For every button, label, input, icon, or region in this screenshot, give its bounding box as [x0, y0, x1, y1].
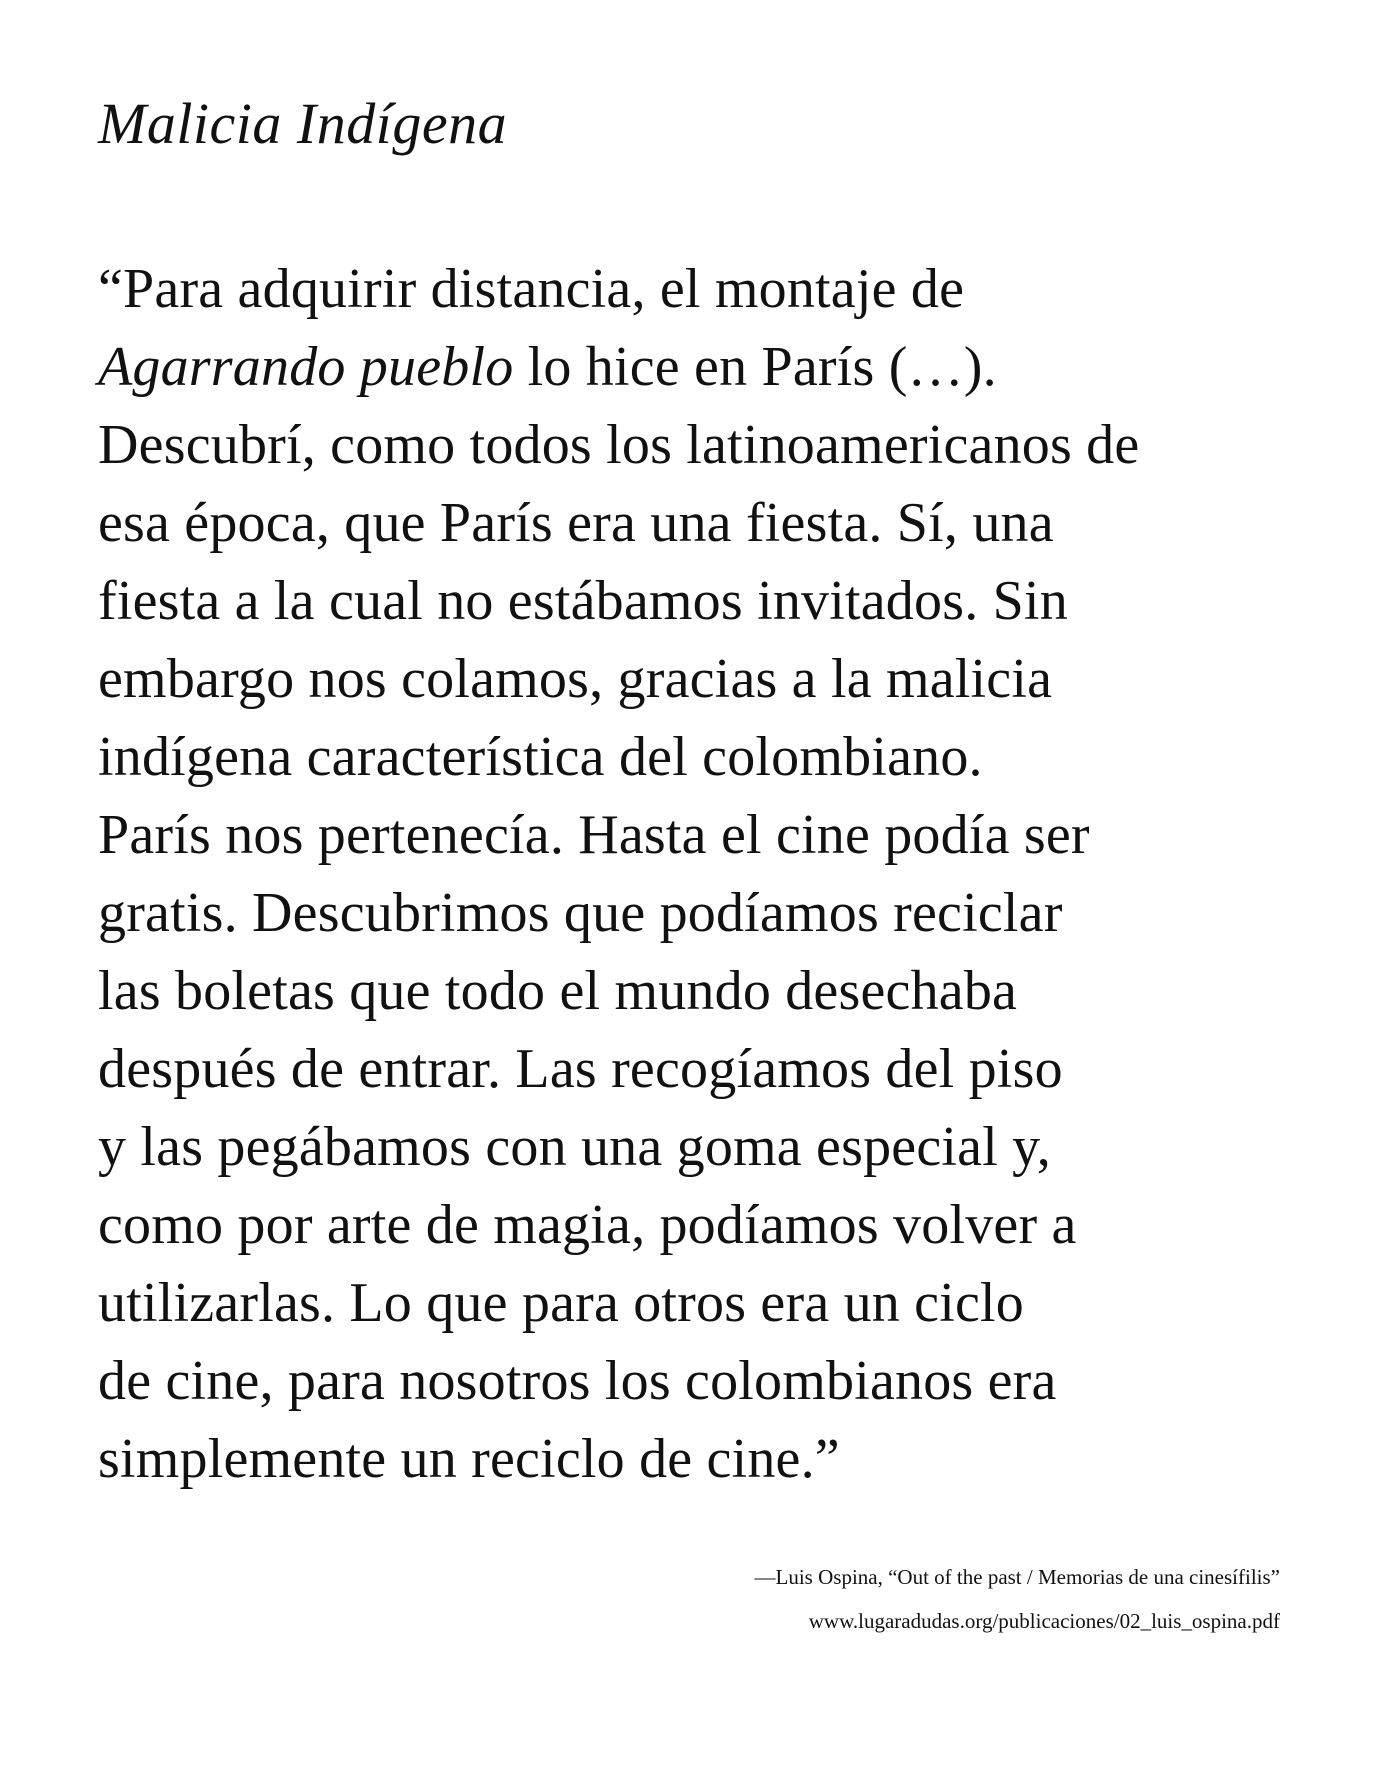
citation [755, 1555, 1280, 1643]
quote-line [98, 328, 1298, 406]
quote-line: como por arte de magia, podíamos volver a [98, 1194, 1077, 1256]
film-title: Agarrando pueblo [98, 336, 514, 398]
quote-line: fiesta a la cual no estábamos invitados. Sin [98, 570, 1068, 632]
quote-block [98, 250, 1298, 1498]
quote-line: las boletas que todo el mundo desechaba [98, 960, 1018, 1022]
quote-line: después de entrar. Las recogíamos del piso [98, 1038, 1063, 1100]
quote-line-text: lo hice en París (…). [513, 336, 997, 398]
quote-line: de cine, para nosotros los colombianos era [98, 1350, 1057, 1412]
quote-line: París nos pertenecía. Hasta el cine podía ser [98, 804, 1090, 866]
quote-line: y las pegábamos con una goma especial y, [98, 1116, 1051, 1178]
citation-url: www.lugaradudas.org/publicaciones/02_luis_ospina.pdf [808, 1609, 1280, 1633]
quote-line: utilizarlas. Lo que para otros era un ciclo [98, 1272, 1025, 1334]
quote-line: esa época, que París era una fiesta. Sí, una [98, 492, 1054, 554]
quote-line: gratis. Descubrimos que podíamos reciclar [98, 882, 1063, 944]
quote-line: simplemente un reciclo de cine.” [98, 1428, 840, 1490]
quote-line: Descubrí, como todos los latinoamericanos de [98, 414, 1140, 476]
quote-line: embargo nos colamos, gracias a la malicia [98, 648, 1053, 710]
citation-attribution: —Luis Ospina, “Out of the past / Memorias de una cinesífilis” [754, 1565, 1280, 1589]
quote-line: indígena característica del colombiano. [98, 726, 983, 788]
page-title: Malicia Indígena [98, 91, 508, 156]
quote-line: “Para adquirir distancia, el montaje de [98, 258, 965, 320]
